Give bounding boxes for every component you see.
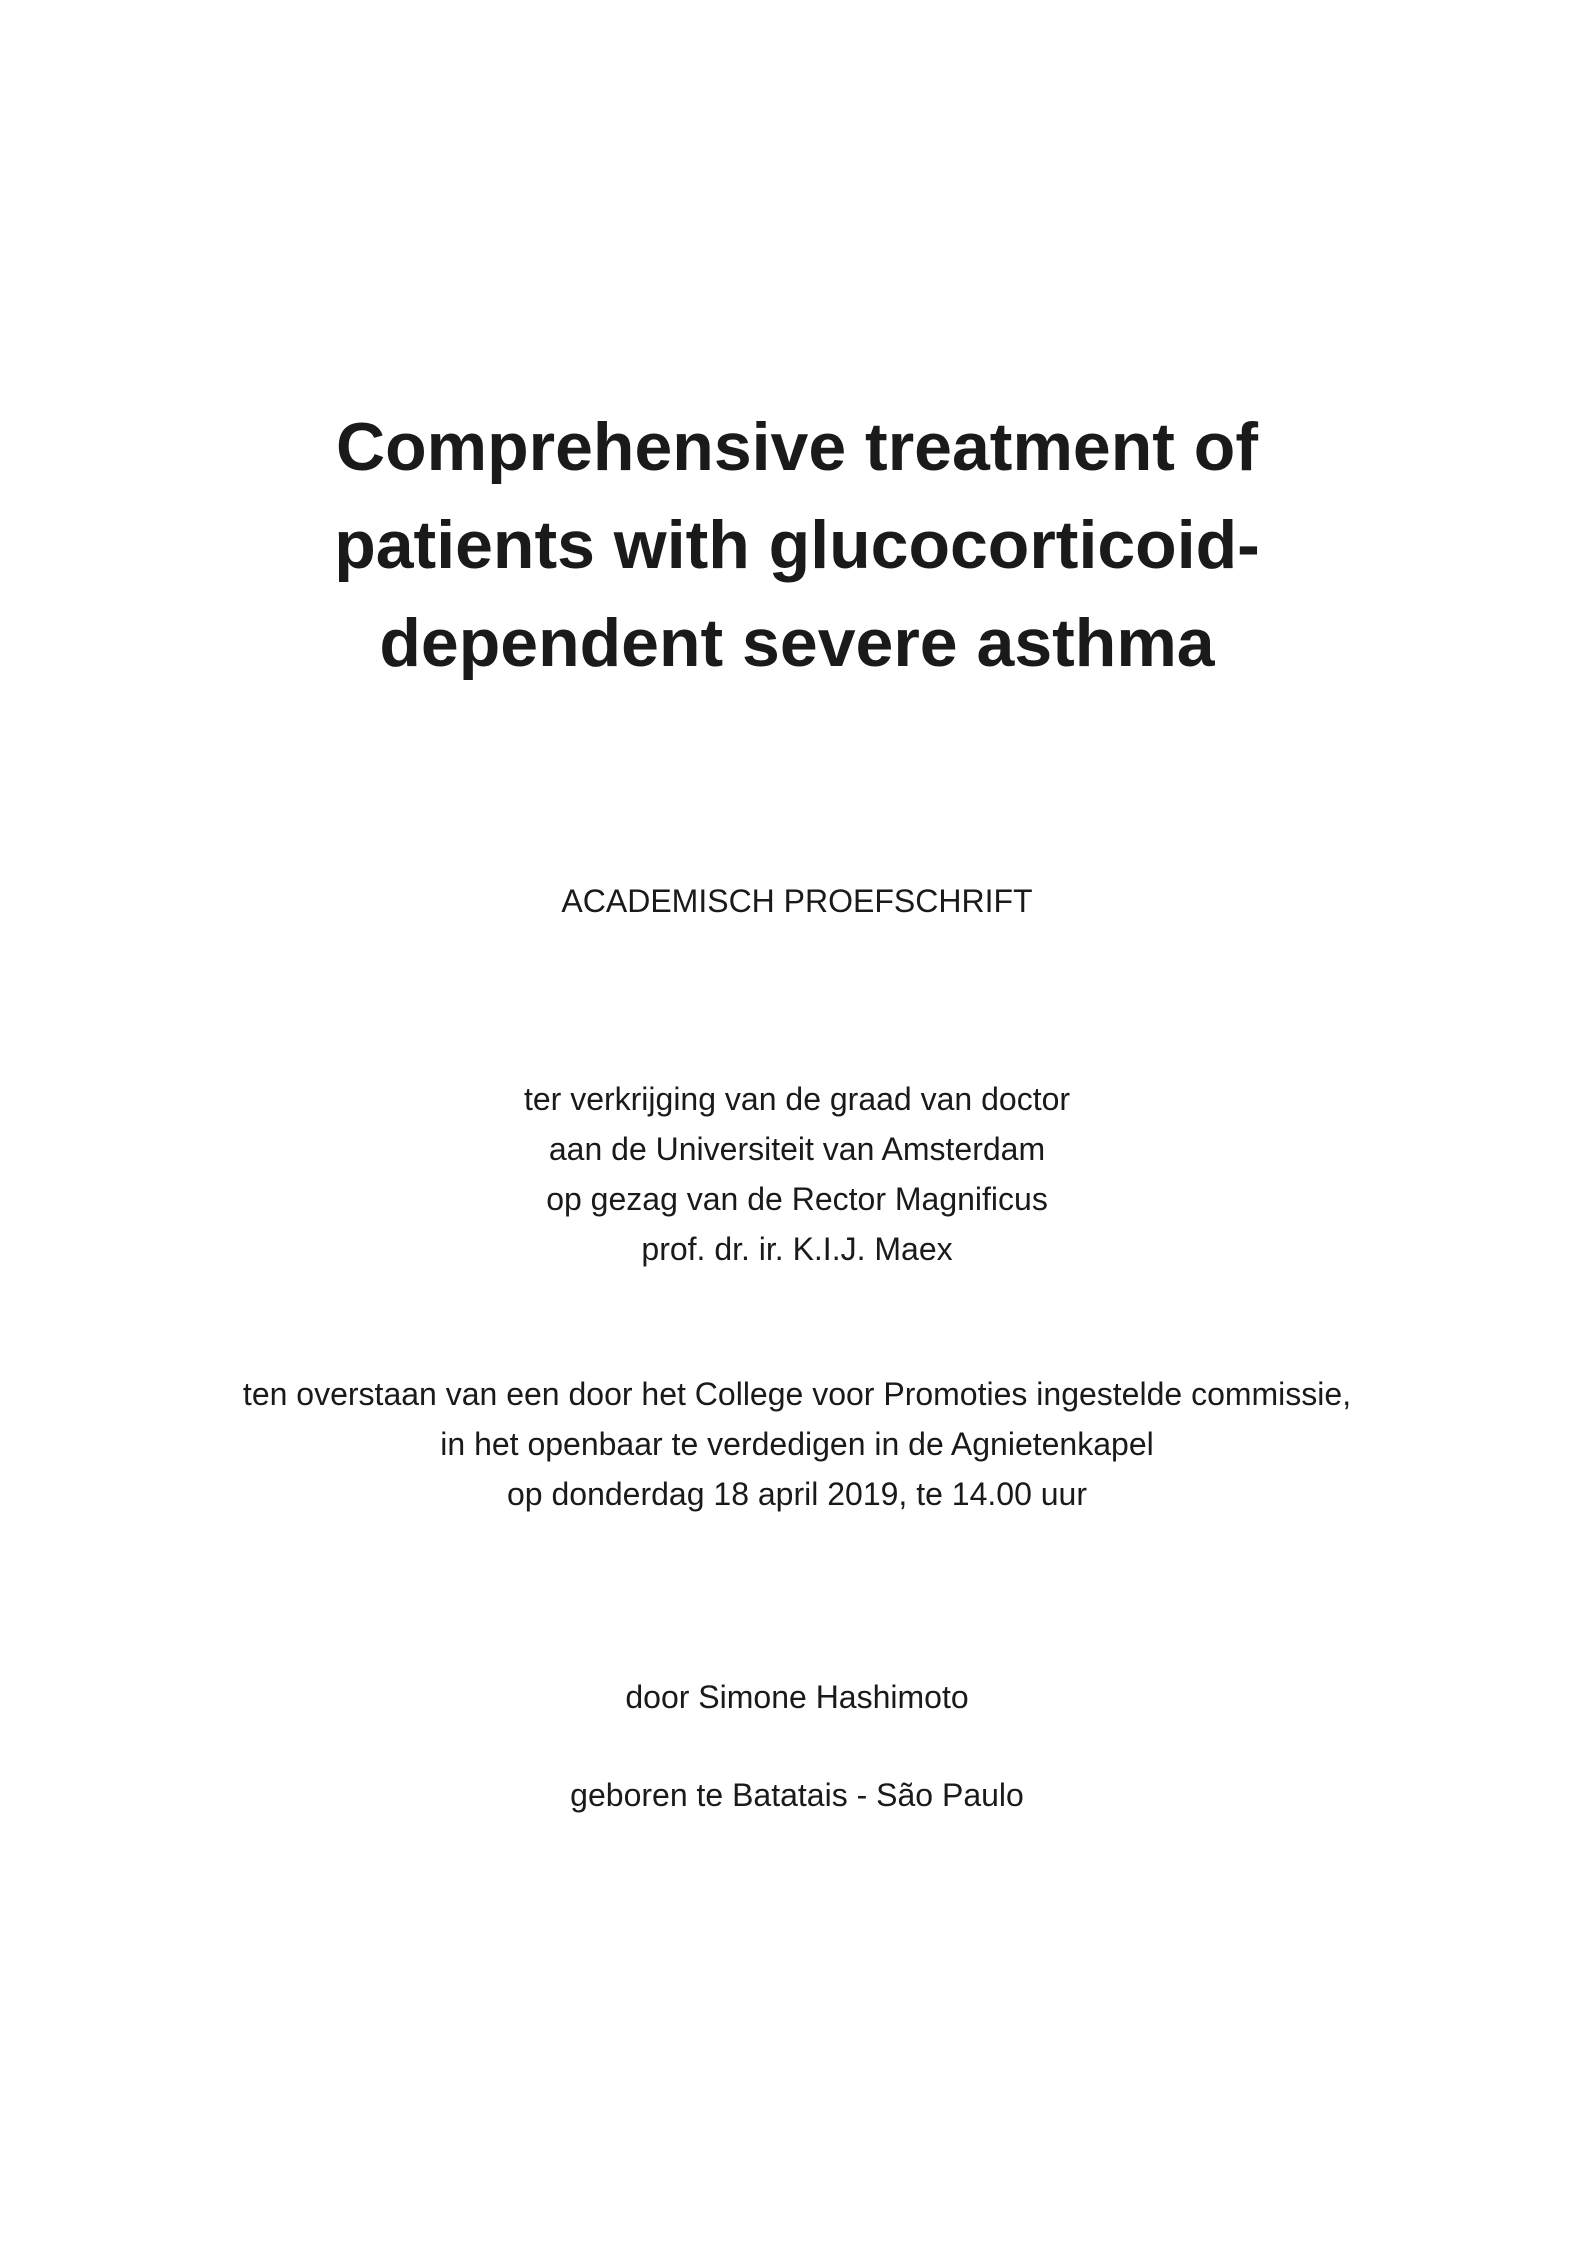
document-type (0, 876, 1594, 926)
defense-line: in het openbaar te verdedigen in de Agnietenkapel (440, 1426, 1154, 1462)
thesis-title-line: Comprehensive treatment of (336, 409, 1258, 485)
birthplace-text: geboren te Batatais - São Paulo (570, 1777, 1024, 1813)
author-name: door Simone Hashimoto (625, 1679, 969, 1715)
defense-statement (0, 1369, 1594, 1519)
document-type-label: ACADEMISCH PROEFSCHRIFT (561, 883, 1033, 919)
defense-line: op donderdag 18 april 2019, te 14.00 uur (506, 1476, 1087, 1512)
thesis-title (0, 398, 1594, 692)
thesis-title-line: dependent severe asthma (379, 605, 1215, 681)
degree-line: aan de Universiteit van Amsterdam (548, 1131, 1046, 1167)
thesis-title-line: patients with glucocorticoid- (334, 507, 1260, 583)
author-line (0, 1672, 1594, 1722)
degree-statement (0, 1074, 1594, 1274)
birthplace-line (0, 1770, 1594, 1820)
degree-line: op gezag van de Rector Magnificus (546, 1181, 1048, 1217)
degree-line: prof. dr. ir. K.I.J. Maex (641, 1231, 953, 1267)
defense-line: ten overstaan van een door het College voor Promoties ingestelde commissie, (242, 1376, 1352, 1412)
degree-line: ter verkrijging van de graad van doctor (523, 1081, 1071, 1117)
